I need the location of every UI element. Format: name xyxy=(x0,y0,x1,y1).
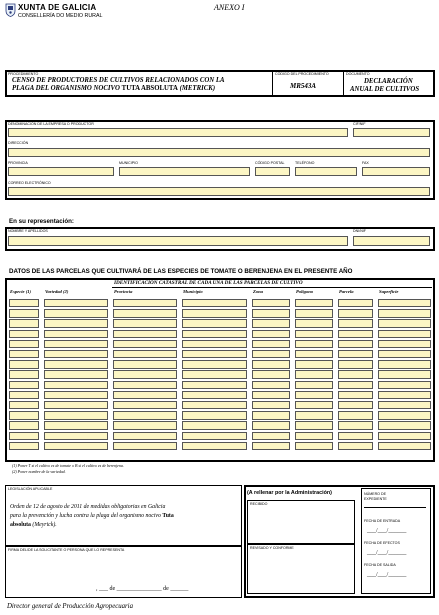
parcel-cell-zone[interactable] xyxy=(252,360,290,368)
cif-label: CIF/NIF xyxy=(353,122,366,126)
fax-label: FAX xyxy=(362,161,369,165)
parcel-cell-species[interactable] xyxy=(9,391,39,399)
parcel-cell-surface[interactable] xyxy=(378,381,431,389)
parcel-cell-variety[interactable] xyxy=(44,391,108,399)
entry-date-label: FECHA DE ENTRADA xyxy=(364,519,401,523)
parcel-cell-polygon[interactable] xyxy=(295,299,333,307)
parcel-cell-variety[interactable] xyxy=(44,360,108,368)
parcel-cell-polygon[interactable] xyxy=(295,340,333,348)
parcel-cell-zone[interactable] xyxy=(252,442,290,450)
parcel-cell-polygon[interactable] xyxy=(295,350,333,358)
legislation-label: LEGISLACIÓN APLICABLE xyxy=(8,487,53,491)
parcel-cell-zone[interactable] xyxy=(252,391,290,399)
parcel-cell-variety[interactable] xyxy=(44,381,108,389)
signature-date-line: , ___ de _______________ de ______ xyxy=(96,586,189,592)
legislation-line2 xyxy=(10,513,174,519)
parcel-cell-zone[interactable] xyxy=(252,319,290,327)
company-name-label: DENOMINACIÓN DE LA EMPRESA O PRODUCTOR xyxy=(8,122,94,126)
parcel-cell-municipality[interactable] xyxy=(182,401,247,409)
parcel-cell-zone[interactable] xyxy=(252,401,290,409)
column-header-province: Provincia xyxy=(114,289,133,294)
parcel-cell-municipality[interactable] xyxy=(182,370,247,378)
document-label: DOCUMENTO xyxy=(346,72,370,76)
company-name-field[interactable] xyxy=(8,128,348,137)
parcel-cell-province[interactable] xyxy=(113,411,177,419)
parcel-cell-municipality[interactable] xyxy=(182,319,247,327)
parcel-cell-parcel[interactable] xyxy=(338,330,373,338)
annex-label: ANEXO I xyxy=(214,3,245,12)
parcel-cell-surface[interactable] xyxy=(378,340,431,348)
parcel-cell-species[interactable] xyxy=(9,350,39,358)
parcel-cell-municipality[interactable] xyxy=(182,391,247,399)
address-label: DIRECCIÓN xyxy=(8,141,29,145)
exit-date-value[interactable]: ___/___/______ xyxy=(367,572,407,578)
parcel-cell-surface[interactable] xyxy=(378,360,431,368)
parcel-cell-municipality[interactable] xyxy=(182,381,247,389)
email-label: CORREO ELECTRÓNICO xyxy=(8,181,51,185)
procedure-title-species: TUTA ABSOLUTA xyxy=(121,85,178,92)
parcel-cell-parcel[interactable] xyxy=(338,299,373,307)
procedure-title-line2 xyxy=(12,85,215,92)
parcel-cell-parcel[interactable] xyxy=(338,421,373,429)
province-field[interactable] xyxy=(8,167,114,176)
parcel-cell-variety[interactable] xyxy=(44,340,108,348)
parcel-cell-polygon[interactable] xyxy=(295,442,333,450)
parcel-cell-variety[interactable] xyxy=(44,401,108,409)
legislation-line3-species: absoluta xyxy=(10,522,31,528)
document-value-line2: ANUAL DE CULTIVOS xyxy=(350,86,420,93)
parcel-cell-parcel[interactable] xyxy=(338,401,373,409)
parcel-cell-zone[interactable] xyxy=(252,381,290,389)
parcel-cell-surface[interactable] xyxy=(378,432,431,440)
parcel-cell-zone[interactable] xyxy=(252,299,290,307)
parcel-cell-zone[interactable] xyxy=(252,330,290,338)
procedure-label: PROCEDIMIENTO xyxy=(8,72,39,76)
parcel-cell-parcel[interactable] xyxy=(338,442,373,450)
parcel-cell-province[interactable] xyxy=(113,319,177,327)
phone-label: TELÉFONO xyxy=(295,161,315,165)
parcel-cell-municipality[interactable] xyxy=(182,411,247,419)
parcel-cell-zone[interactable] xyxy=(252,340,290,348)
parcel-cell-province[interactable] xyxy=(113,299,177,307)
municipality-field[interactable] xyxy=(119,167,250,176)
procedure-title-author: (METRICK) xyxy=(179,85,216,92)
parcel-cell-species[interactable] xyxy=(9,330,39,338)
parcel-cell-polygon[interactable] xyxy=(295,432,333,440)
parcel-cell-species[interactable] xyxy=(9,381,39,389)
admin-title: (A rellenar por la Administración) xyxy=(247,490,332,496)
column-header-species: Especie (1) xyxy=(10,289,32,294)
file-number-line xyxy=(364,507,426,508)
column-header-surface: Superficie xyxy=(379,289,399,294)
parcel-cell-variety[interactable] xyxy=(44,432,108,440)
parcel-cell-species[interactable] xyxy=(9,299,39,307)
parcel-cell-variety[interactable] xyxy=(44,411,108,419)
document-value-line1: DECLARACIÓN xyxy=(364,78,413,85)
parcel-cell-parcel[interactable] xyxy=(338,309,373,317)
parcel-cell-variety[interactable] xyxy=(44,299,108,307)
postal-code-field[interactable] xyxy=(255,167,290,176)
parcel-cell-municipality[interactable] xyxy=(182,299,247,307)
legislation-line2-species: Tuta xyxy=(162,513,174,519)
reviewed-box xyxy=(247,544,355,594)
parcel-cell-species[interactable] xyxy=(9,401,39,409)
parcel-cell-variety[interactable] xyxy=(44,350,108,358)
effects-date-label: FECHA DE EFECTOS xyxy=(364,541,400,545)
column-header-zone: Zona xyxy=(253,289,263,294)
reviewed-label: REVISADO Y CONFORME xyxy=(250,546,294,550)
column-header-municipality: Municipio xyxy=(183,289,203,294)
parcel-cell-municipality[interactable] xyxy=(182,350,247,358)
parcel-cell-province[interactable] xyxy=(113,340,177,348)
rep-dni-field[interactable] xyxy=(353,236,430,246)
parcel-cell-surface[interactable] xyxy=(378,350,431,358)
legislation-line3 xyxy=(10,522,57,528)
parcel-cell-surface[interactable] xyxy=(378,411,431,419)
parcel-cell-parcel[interactable] xyxy=(338,391,373,399)
parcel-cell-zone[interactable] xyxy=(252,370,290,378)
parcel-cell-zone[interactable] xyxy=(252,350,290,358)
parcel-cell-surface[interactable] xyxy=(378,370,431,378)
procedure-divider xyxy=(272,72,273,95)
parcel-cell-province[interactable] xyxy=(113,360,177,368)
column-header-variety: Variedad (2) xyxy=(45,289,69,294)
dept-name: CONSELLERÍA DO MEDIO RURAL xyxy=(18,13,103,19)
parcel-cell-municipality[interactable] xyxy=(182,442,247,450)
parcel-cell-zone[interactable] xyxy=(252,411,290,419)
parcel-cell-species[interactable] xyxy=(9,421,39,429)
procedure-code-value: MR543A xyxy=(290,82,317,90)
parcel-cell-surface[interactable] xyxy=(378,330,431,338)
representation-title: En su representación: xyxy=(9,218,74,225)
procedure-code-label: CÓDIGO DEL PROCEDIMIENTO xyxy=(275,72,329,76)
parcel-cell-zone[interactable] xyxy=(252,309,290,317)
rep-dni-label: DNI/NIF xyxy=(353,229,366,233)
coat-of-arms-icon xyxy=(5,3,16,17)
parcel-cell-municipality[interactable] xyxy=(182,309,247,317)
parcel-cell-parcel[interactable] xyxy=(338,340,373,348)
cif-field[interactable] xyxy=(353,128,430,137)
parcel-cell-variety[interactable] xyxy=(44,442,108,450)
cadastral-header: IDENTIFICACIÓN CATASTRAL DE CADA UNA DE LAS PARCELAS DE CULTIVO xyxy=(114,280,303,286)
phone-field[interactable] xyxy=(295,167,357,176)
file-number-label: NÚMERO DE EXPEDIENTE xyxy=(364,492,387,501)
parcel-cell-variety[interactable] xyxy=(44,330,108,338)
parcel-cell-parcel[interactable] xyxy=(338,432,373,440)
column-header-polygon: Polígono xyxy=(296,289,314,294)
parcel-cell-polygon[interactable] xyxy=(295,401,333,409)
address-field[interactable] xyxy=(8,148,430,157)
parcel-cell-province[interactable] xyxy=(113,350,177,358)
parcel-cell-species[interactable] xyxy=(9,370,39,378)
parcel-cell-species[interactable] xyxy=(9,360,39,368)
parcel-cell-polygon[interactable] xyxy=(295,370,333,378)
parcel-cell-municipality[interactable] xyxy=(182,340,247,348)
email-field[interactable] xyxy=(8,187,430,196)
parcel-cell-province[interactable] xyxy=(113,370,177,378)
signature-label: FIRMA DEL/DE LA SOLICITANTE O PERSONA QUE LO REPRESENTA xyxy=(8,548,125,552)
parcel-cell-polygon[interactable] xyxy=(295,360,333,368)
parcel-cell-province[interactable] xyxy=(113,330,177,338)
parcel-cell-province[interactable] xyxy=(113,391,177,399)
parcel-cell-parcel[interactable] xyxy=(338,360,373,368)
recipient-footer: Director general de Producción Agropecuaria xyxy=(7,603,133,610)
parcel-cell-municipality[interactable] xyxy=(182,330,247,338)
parcel-cell-variety[interactable] xyxy=(44,309,108,317)
parcel-cell-surface[interactable] xyxy=(378,391,431,399)
municipality-label: MUNICIPIO xyxy=(119,161,138,165)
parcel-cell-province[interactable] xyxy=(113,401,177,409)
received-label: RECIBIDO xyxy=(250,502,268,506)
parcel-cell-zone[interactable] xyxy=(252,432,290,440)
parcel-cell-species[interactable] xyxy=(9,340,39,348)
parcel-cell-parcel[interactable] xyxy=(338,319,373,327)
parcel-cell-species[interactable] xyxy=(9,411,39,419)
rep-name-label: NOMBRE Y APELLIDOS xyxy=(8,229,48,233)
postal-code-label: CÓDIGO POSTAL xyxy=(255,161,285,165)
parcel-cell-surface[interactable] xyxy=(378,319,431,327)
exit-date-label: FECHA DE SALIDA xyxy=(364,563,396,567)
column-header-parcel: Parcela xyxy=(339,289,354,294)
effects-date-value[interactable]: ___/___/______ xyxy=(367,550,407,556)
rep-name-field[interactable] xyxy=(8,236,348,246)
parcel-cell-polygon[interactable] xyxy=(295,411,333,419)
province-label: PROVINCIA xyxy=(8,161,28,165)
parcel-cell-variety[interactable] xyxy=(44,421,108,429)
parcel-cell-province[interactable] xyxy=(113,421,177,429)
parcel-cell-polygon[interactable] xyxy=(295,330,333,338)
parcel-cell-variety[interactable] xyxy=(44,370,108,378)
org-name: XUNTA DE GALICIA xyxy=(18,3,97,12)
parcel-cell-polygon[interactable] xyxy=(295,319,333,327)
note-variety: (2) Poner nombre de la variedad. xyxy=(12,469,66,474)
parcel-cell-municipality[interactable] xyxy=(182,432,247,440)
parcel-cell-species[interactable] xyxy=(9,442,39,450)
parcel-cell-zone[interactable] xyxy=(252,421,290,429)
parcel-cell-municipality[interactable] xyxy=(182,360,247,368)
parcel-cell-parcel[interactable] xyxy=(338,381,373,389)
parcel-cell-parcel[interactable] xyxy=(338,350,373,358)
note-species: (1) Poner T si el cultivo es de tomate o B si el cultivo es de berenjena. xyxy=(12,463,124,468)
legislation-line3-author: (Meyrick). xyxy=(32,522,57,528)
parcel-cell-polygon[interactable] xyxy=(295,309,333,317)
parcel-cell-polygon[interactable] xyxy=(295,391,333,399)
procedure-title-pest: PLAGA DEL ORGANISMO NOCIVO xyxy=(12,85,120,92)
parcels-title: DATOS DE LAS PARCELAS QUE CULTIVARÁ DE LAS ESPECIES DE TOMATE O BERENJENA EN EL PRESENTE AÑO xyxy=(9,268,353,275)
fax-field[interactable] xyxy=(362,167,430,176)
parcel-cell-surface[interactable] xyxy=(378,421,431,429)
parcel-cell-province[interactable] xyxy=(113,442,177,450)
parcel-cell-species[interactable] xyxy=(9,319,39,327)
parcel-cell-parcel[interactable] xyxy=(338,370,373,378)
legislation-line1: Orden de 12 de agosto de 2011 de medidas obligatorias en Galicia xyxy=(10,504,166,510)
legislation-line2-text: para la prevención y lucha contra la plaga del organismo nocivo xyxy=(10,513,161,519)
parcel-cell-surface[interactable] xyxy=(378,401,431,409)
cadastral-underline xyxy=(112,287,432,288)
entry-date-value[interactable]: ___/___/______ xyxy=(367,528,407,534)
parcel-cell-species[interactable] xyxy=(9,432,39,440)
parcel-cell-variety[interactable] xyxy=(44,319,108,327)
received-box xyxy=(247,500,355,544)
parcel-cell-polygon[interactable] xyxy=(295,421,333,429)
parcel-cell-surface[interactable] xyxy=(378,442,431,450)
parcel-cell-parcel[interactable] xyxy=(338,411,373,419)
procedure-title-line1: CENSO DE PRODUCTORES DE CULTIVOS RELACIONADOS CON LA xyxy=(12,77,225,84)
parcel-cell-surface[interactable] xyxy=(378,299,431,307)
document-divider xyxy=(343,72,344,95)
parcel-cell-province[interactable] xyxy=(113,432,177,440)
parcel-cell-polygon[interactable] xyxy=(295,381,333,389)
parcel-cell-species[interactable] xyxy=(9,309,39,317)
parcel-cell-municipality[interactable] xyxy=(182,421,247,429)
parcel-cell-province[interactable] xyxy=(113,381,177,389)
parcel-cell-surface[interactable] xyxy=(378,309,431,317)
parcel-cell-province[interactable] xyxy=(113,309,177,317)
